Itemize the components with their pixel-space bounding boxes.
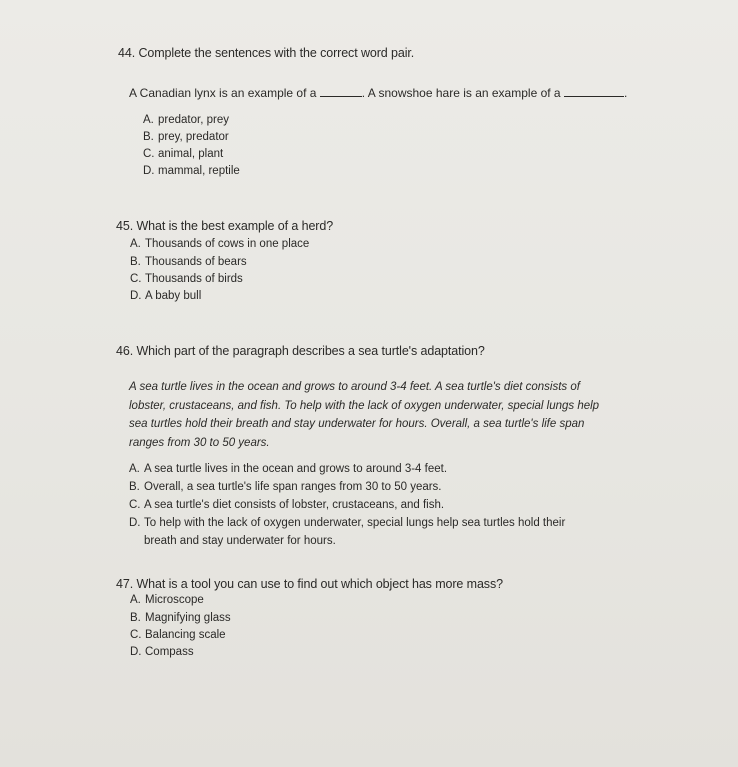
- option-text: Microscope: [145, 594, 204, 606]
- question-47-option-d[interactable]: [130, 646, 194, 658]
- option-letter: A.: [130, 594, 141, 606]
- question-46-option-d-continued: breath and stay underwater for hours.: [144, 535, 336, 547]
- option-letter: A.: [143, 114, 154, 126]
- question-46-option-d[interactable]: [129, 517, 565, 529]
- question-46-option-a[interactable]: [129, 463, 447, 475]
- question-46-option-c[interactable]: [129, 499, 444, 511]
- question-47-option-b[interactable]: [130, 612, 231, 624]
- option-letter: B.: [143, 131, 154, 143]
- option-letter: B.: [129, 481, 140, 493]
- option-text: Balancing scale: [145, 629, 226, 641]
- option-text: Compass: [145, 646, 194, 658]
- option-letter: C.: [130, 629, 142, 641]
- option-text: Thousands of birds: [145, 273, 243, 285]
- option-letter: D.: [129, 517, 141, 529]
- question-46-option-b[interactable]: [129, 481, 442, 493]
- option-letter: D.: [130, 646, 142, 658]
- answer-blank-1[interactable]: [320, 86, 362, 97]
- option-letter: A.: [130, 238, 141, 250]
- question-45-title: 45. What is the best example of a herd?: [116, 219, 334, 233]
- question-44-option-c[interactable]: [143, 148, 223, 160]
- option-text: predator, prey: [158, 114, 229, 126]
- option-letter: D.: [130, 290, 142, 302]
- question-44-sentence-b: . A snowshoe hare is an example of a: [361, 86, 561, 100]
- question-44-title: 44. Complete the sentences with the correct word pair.: [118, 46, 415, 60]
- paragraph-line: lobster, crustaceans, and fish. To help with the lack of oxygen underwater, special lungs help: [129, 399, 600, 412]
- question-44-option-b[interactable]: [143, 131, 229, 143]
- option-text: mammal, reptile: [158, 165, 240, 177]
- option-letter: C.: [129, 499, 141, 511]
- question-47-title: 47. What is a tool you can use to find out which object has more mass?: [116, 577, 503, 591]
- option-text: A sea turtle lives in the ocean and grows to around 3-4 feet.: [144, 463, 448, 475]
- question-45-option-c[interactable]: [130, 273, 243, 285]
- question-44-sentence: [129, 86, 627, 100]
- option-letter: C.: [130, 273, 142, 285]
- question-45-option-b[interactable]: [130, 256, 247, 268]
- question-46-title: 46. Which part of the paragraph describes a sea turtle's adaptation?: [116, 344, 485, 358]
- paragraph-line: sea turtles hold their breath and stay underwater for hours. Overall, a sea turtle's life span: [129, 418, 585, 430]
- option-text: To help with the lack of oxygen underwater, special lungs help sea turtles hold their: [144, 517, 566, 529]
- option-text: Magnifying glass: [145, 612, 231, 624]
- option-text: Thousands of bears: [145, 256, 247, 268]
- question-45-option-d[interactable]: [130, 290, 201, 302]
- question-45-option-a[interactable]: [130, 238, 309, 250]
- option-letter: C.: [143, 148, 155, 160]
- option-text: A sea turtle's diet consists of lobster, crustaceans, and fish.: [144, 499, 445, 511]
- option-letter: D.: [143, 165, 155, 177]
- option-letter: B.: [130, 256, 141, 268]
- answer-blank-2[interactable]: [564, 86, 624, 97]
- option-text: prey, predator: [158, 131, 229, 143]
- question-44-option-a[interactable]: [143, 114, 229, 126]
- paragraph-line: ranges from 30 to 50 years.: [129, 436, 270, 449]
- question-44-option-d[interactable]: [143, 165, 240, 177]
- option-text: A baby bull: [145, 290, 202, 302]
- option-text: Overall, a sea turtle's life span ranges from 30 to 50 years.: [144, 481, 442, 493]
- option-text: animal, plant: [158, 148, 224, 160]
- option-letter: B.: [130, 612, 141, 624]
- option-text: Thousands of cows in one place: [145, 238, 310, 250]
- question-47-option-c[interactable]: [130, 629, 226, 641]
- paragraph-line: A sea turtle lives in the ocean and grows to around 3-4 feet. A sea turtle's diet consists of: [129, 381, 580, 393]
- option-letter: A.: [129, 463, 140, 475]
- question-47-option-a[interactable]: [130, 594, 204, 606]
- question-44-end-punct: .: [623, 86, 628, 100]
- question-46-paragraph: [129, 378, 599, 452]
- question-44-sentence-a: A Canadian lynx is an example of a: [129, 86, 317, 100]
